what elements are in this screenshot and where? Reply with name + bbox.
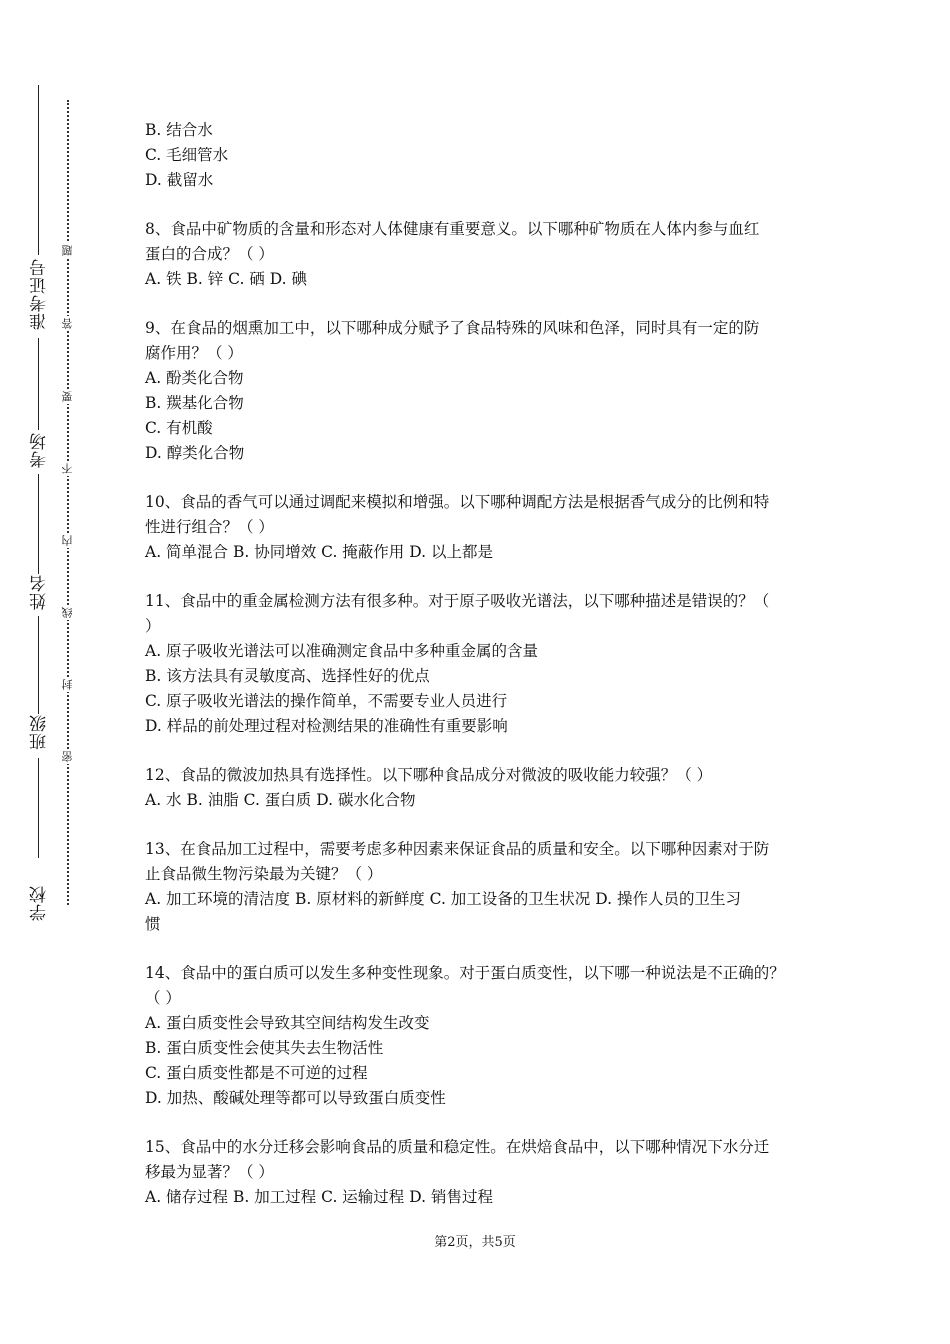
seal-char: 封 xyxy=(61,679,74,690)
question-stem: 9、在食品的烟熏加工中，以下哪种成分赋予了食品特殊的风味和色泽，同时具有一定的防 xyxy=(145,319,760,337)
seal-char: 线 xyxy=(61,607,74,618)
question-7-tail xyxy=(145,118,825,193)
binding-line xyxy=(38,758,39,858)
question-14 xyxy=(145,961,825,1111)
option: D. 醇类化合物 xyxy=(145,444,245,462)
option: C. 蛋白质变性都是不可逆的过程 xyxy=(145,1064,368,1082)
seal-char: 不 xyxy=(61,463,74,474)
binding-line xyxy=(38,338,39,430)
question-10 xyxy=(145,490,825,565)
question-15 xyxy=(145,1135,825,1210)
label-class: 班级 xyxy=(30,714,50,750)
options: 惯 xyxy=(145,915,161,933)
question-stem: 蛋白的合成？（ ） xyxy=(145,245,274,263)
options: A. 简单混合 B. 协同增效 C. 掩蔽作用 D. 以上都是 xyxy=(145,543,493,561)
options: A. 水 B. 油脂 C. 蛋白质 D. 碳水化合物 xyxy=(145,791,416,809)
question-stem: 性进行组合？（ ） xyxy=(145,518,274,536)
option: A. 原子吸收光谱法可以准确测定食品中多种重金属的含量 xyxy=(145,642,539,660)
question-stem: 12、食品的微波加热具有选择性。以下哪种食品成分对微波的吸收能力较强？（ ） xyxy=(145,766,713,784)
options: A. 加工环境的清洁度 B. 原材料的新鲜度 C. 加工设备的卫生状况 D. 操作人员的卫生习 xyxy=(145,890,741,908)
question-13 xyxy=(145,837,825,937)
label-exam-id: 准考证号 xyxy=(30,258,50,330)
question-stem: ） xyxy=(145,617,161,635)
option: A. 酚类化合物 xyxy=(145,369,244,387)
question-stem: 10、食品的香气可以通过调配来模拟和增强。以下哪种调配方法是根据香气成分的比例和特 xyxy=(145,493,770,511)
question-12 xyxy=(145,763,825,813)
option: C. 有机酸 xyxy=(145,419,213,437)
question-9 xyxy=(145,316,825,466)
binding-line xyxy=(38,616,39,714)
seal-char: 密 xyxy=(61,751,74,762)
option: B. 蛋白质变性会使其失去生物活性 xyxy=(145,1039,384,1057)
seal-char: 题 xyxy=(61,245,74,256)
seal-char: 答 xyxy=(61,318,74,329)
question-11 xyxy=(145,589,825,739)
question-stem: 腐作用？（ ） xyxy=(145,344,243,362)
question-stem: 止食品微生物污染最为关键？（ ） xyxy=(145,865,383,883)
question-list xyxy=(145,118,825,1234)
option: B. 该方法具有灵敏度高、选择性好的优点 xyxy=(145,667,430,685)
question-stem: （ ） xyxy=(145,989,181,1007)
binding-line xyxy=(38,474,39,574)
binding-margin xyxy=(0,0,110,1344)
options: A. 储存过程 B. 加工过程 C. 运输过程 D. 销售过程 xyxy=(145,1188,493,1206)
option: C. 毛细管水 xyxy=(145,146,229,164)
label-exam-room: 考场 xyxy=(30,432,50,468)
question-stem: 11、食品中的重金属检测方法有很多种。对于原子吸收光谱法，以下哪种描述是错误的？（ xyxy=(145,592,770,610)
question-stem: 13、在食品加工过程中，需要考虑多种因素来保证食品的质量和安全。以下哪种因素对于防 xyxy=(145,840,770,858)
option: D. 样品的前处理过程对检测结果的准确性有重要影响 xyxy=(145,717,508,735)
question-stem: 14、食品中的蛋白质可以发生多种变性现象。对于蛋白质变性，以下哪一种说法是不正确的？ xyxy=(145,964,785,982)
label-school: 学校 xyxy=(30,885,50,921)
option: C. 原子吸收光谱法的操作简单，不需要专业人员进行 xyxy=(145,692,508,710)
seal-char: 内 xyxy=(61,535,74,546)
option: D. 截留水 xyxy=(145,171,214,189)
page-footer: 第2页，共5页 xyxy=(434,1235,516,1250)
option: B. 羰基化合物 xyxy=(145,394,244,412)
binding-line xyxy=(38,85,39,255)
seal-dotted-line xyxy=(67,100,69,905)
question-stem: 移最为显著？（ ） xyxy=(145,1163,274,1181)
option: B. 结合水 xyxy=(145,121,213,139)
seal-char: 要 xyxy=(61,391,74,402)
option: D. 加热、酸碱处理等都可以导致蛋白质变性 xyxy=(145,1089,446,1107)
question-stem: 8、食品中矿物质的含量和形态对人体健康有重要意义。以下哪种矿物质在人体内参与血红 xyxy=(145,220,760,238)
question-stem: 15、食品中的水分迁移会影响食品的质量和稳定性。在烘焙食品中，以下哪种情况下水分迁 xyxy=(145,1138,770,1156)
question-8 xyxy=(145,217,825,292)
option: A. 蛋白质变性会导致其空间结构发生改变 xyxy=(145,1014,430,1032)
options: A. 铁 B. 锌 C. 硒 D. 碘 xyxy=(145,270,307,288)
label-name: 姓名 xyxy=(30,574,50,610)
